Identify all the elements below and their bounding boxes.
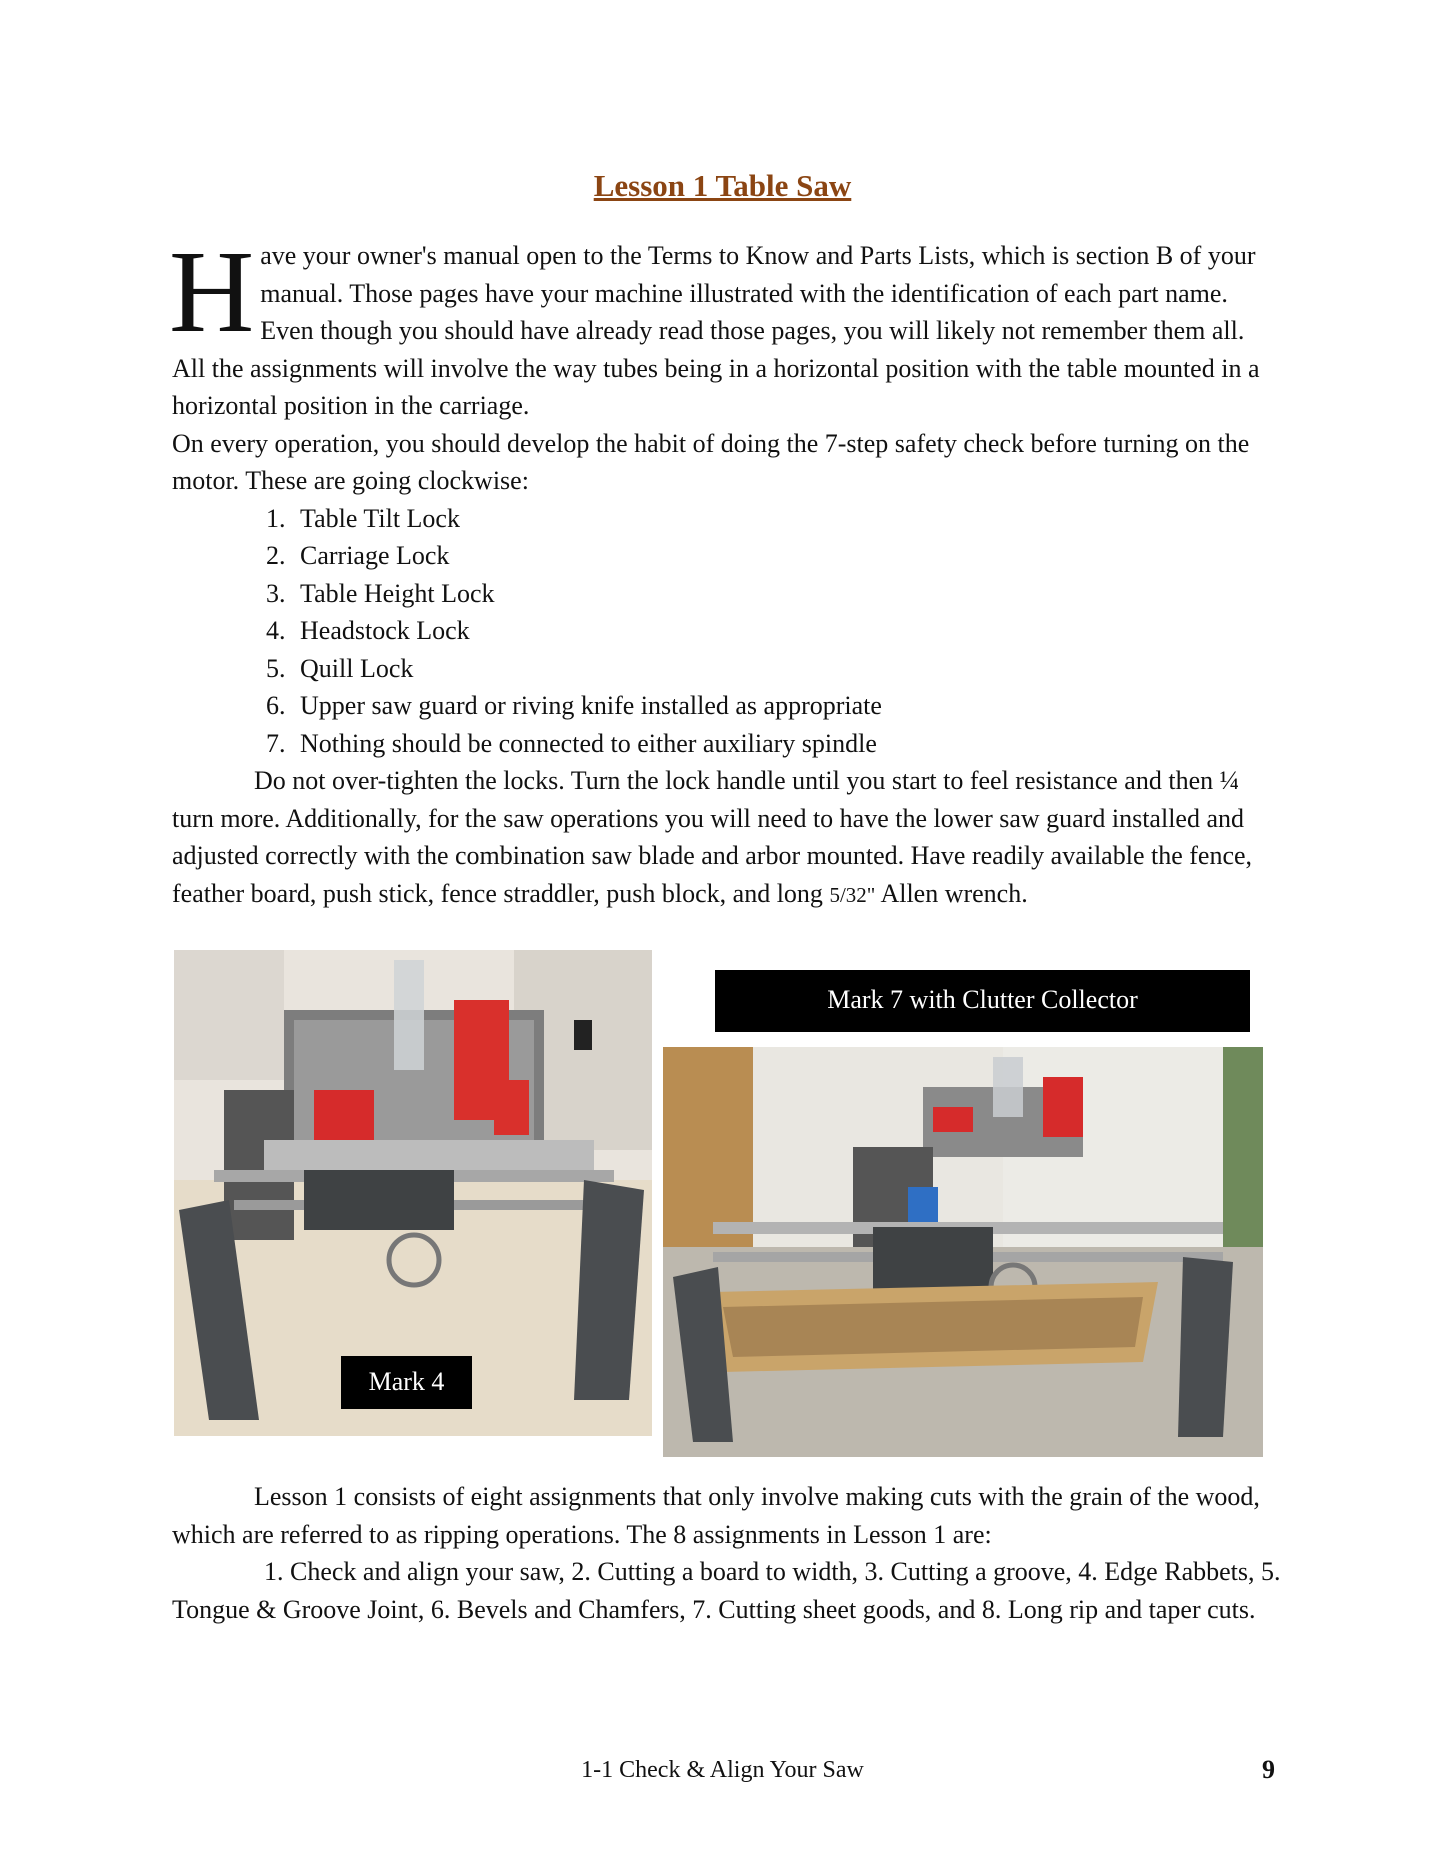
list-item: 3. Table Height Lock <box>292 575 1282 613</box>
assignments-paragraph: 1. Check and align your saw, 2. Cutting a board to width, 3. Cutting a groove, 4. Edge Rabbets, 5. Tongue & Groove Joint, 6. Bevels and Chamfers, 7. Cutting sheet goods, and 8. Long rip and taper cuts. <box>172 1557 1281 1624</box>
safety-check-intro: On every operation, you should develop the habit of doing the 7-step safety check before turning on the motor. These are going clockwise: <box>172 428 1250 495</box>
list-item: 2. Carriage Lock <box>292 537 1282 575</box>
page-number: 9 <box>1262 1755 1275 1784</box>
page-title: Lesson 1 Table Saw <box>593 168 852 203</box>
lesson-paragraph: Lesson 1 consists of eight assignments that only involve making cuts with the grain of the wood, which are referred to as ripping operations. The 8 assignments in Lesson 1 are: <box>172 1482 1260 1549</box>
locks-paragraph <box>172 762 1282 914</box>
list-item: 6. Upper saw guard or riving knife installed as appropriate <box>292 687 1282 725</box>
safety-check-list <box>172 500 1282 763</box>
caption-mark-7: Mark 7 with Clutter Collector <box>715 970 1250 1032</box>
locks-end: Allen wrench. <box>880 878 1028 908</box>
intro-section <box>169 226 1282 914</box>
wrench-size: 5/32" <box>829 882 876 907</box>
list-item: 1. Table Tilt Lock <box>292 500 1282 538</box>
footer-section-title: 1-1 Check & Align Your Saw <box>581 1757 864 1783</box>
caption-mark-4: Mark 4 <box>341 1356 472 1409</box>
drop-cap: H <box>169 226 255 357</box>
list-item: 5. Quill Lock <box>292 650 1282 688</box>
list-item: 7. Nothing should be connected to either auxiliary spindle <box>292 725 1282 763</box>
list-item: 4. Headstock Lock <box>292 612 1282 650</box>
mark-7-photo <box>663 1047 1263 1457</box>
lesson-section <box>172 1478 1282 1628</box>
locks-text: Do not over-tighten the locks. Turn the lock handle until you start to feel resistance and then ¼ turn more. Additionally, for the saw operations you will need to have the lower saw guard installed and adjusted correctly with the combination saw blade and arbor mounted. Have readily available the fence, feather board, push stick, fence straddler, push block, and long <box>172 766 1253 908</box>
intro-paragraph: ave your owner's manual open to the Terms to Know and Parts Lists, which is section B of your manual. Those pages have your machine illustrated with the identification of each part name. Even though you should have already read those pages, you will likely not remember them all. All the assignments will involve the way tubes being in a horizontal position with the table mounted in a horizontal position in the carriage. <box>172 241 1260 420</box>
